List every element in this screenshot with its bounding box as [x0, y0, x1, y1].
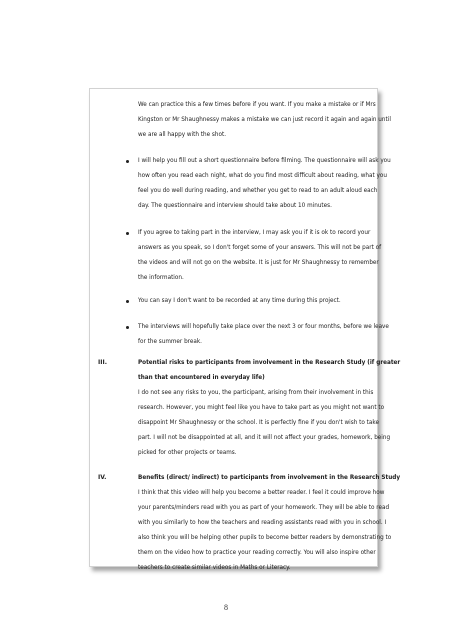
section-body-line: picked for other projects or teams.: [138, 450, 237, 456]
section-body-line: research. However, you might feel like you have to take part as you might not want to: [138, 405, 385, 411]
bullet-icon: [126, 326, 129, 329]
bullet-icon: [126, 160, 129, 163]
bullet-icon: [126, 232, 129, 235]
bullet-line: the information.: [138, 275, 184, 281]
intro-line: Kingston or Mr Shaughnessy makes a mistake we can just record it again and again until: [138, 117, 391, 123]
bullet-icon: [126, 300, 129, 303]
section-body-line: I do not see any risks to you, the participant, arising from their involvement in this: [138, 390, 374, 396]
bullet-line: You can say I don't want to be recorded at any time during this project.: [138, 298, 341, 304]
bullet-line: If you agree to taking part in the interview, I may ask you if it is ok to record your: [138, 230, 371, 236]
section-body-line: your parents/minders read with you as part of your homework. They will be able to read: [138, 505, 390, 511]
section-numeral: IV.: [98, 474, 107, 481]
section-body-line: part. I will not be disappointed at all, and it will not affect your grades, homework, being: [138, 435, 391, 441]
section-body-line: also think you will be helping other pupils to become better readers by demonstrating to: [138, 535, 392, 541]
intro-line: we are all happy with the shot.: [138, 132, 227, 138]
section-body-line: with you similarly to how the teachers and reading assistants read with you in school. I: [138, 520, 387, 526]
bullet-line: the videos and will not go on the website. It is just for Mr Shaughnessy to remember: [138, 260, 379, 266]
section-body-line: I think that this video will help you become a better reader. I feel it could improve how: [138, 490, 385, 496]
bullet-line: how often you read each night, what do you find most difficult about reading, what you: [138, 173, 387, 179]
section-heading: Benefits (direct/ indirect) to participants from involvement in the Research Study: [138, 475, 401, 481]
intro-line: We can practice this a few times before if you want. If you make a mistake or if Mrs: [138, 102, 376, 108]
section-heading: Potential risks to participants from involvement in the Research Study (if greater: [138, 360, 401, 366]
bullet-line: for the summer break.: [138, 339, 202, 345]
bullet-line: The interviews will hopefully take place over the next 3 or four months, before we leave: [138, 324, 389, 330]
bullet-line: day. The questionnaire and interview should take about 10 minutes.: [138, 203, 332, 209]
section-body-line: them on the video how to practice your reading correctly. You will also inspire other: [138, 550, 376, 556]
bullet-line: answers as you speak, so I don't forget some of your answers. This will not be part of: [138, 245, 382, 251]
section-heading: than that encountered in everyday life): [138, 375, 265, 381]
section-body-line: teachers to create similar videos in Maths or Literacy.: [138, 565, 291, 571]
section-numeral: III.: [98, 359, 107, 366]
section-body-line: disappoint Mr Shaughnessy or the school. It is perfectly fine if you don't wish to take: [138, 420, 379, 426]
bullet-line: feel you do well during reading, and whether you get to read to an adult aloud each: [138, 188, 378, 194]
bullet-line: I will help you fill out a short questionnaire before filming. The questionnaire will ask you: [138, 158, 391, 164]
page-number: 8: [224, 603, 228, 612]
document-page: [89, 88, 401, 571]
